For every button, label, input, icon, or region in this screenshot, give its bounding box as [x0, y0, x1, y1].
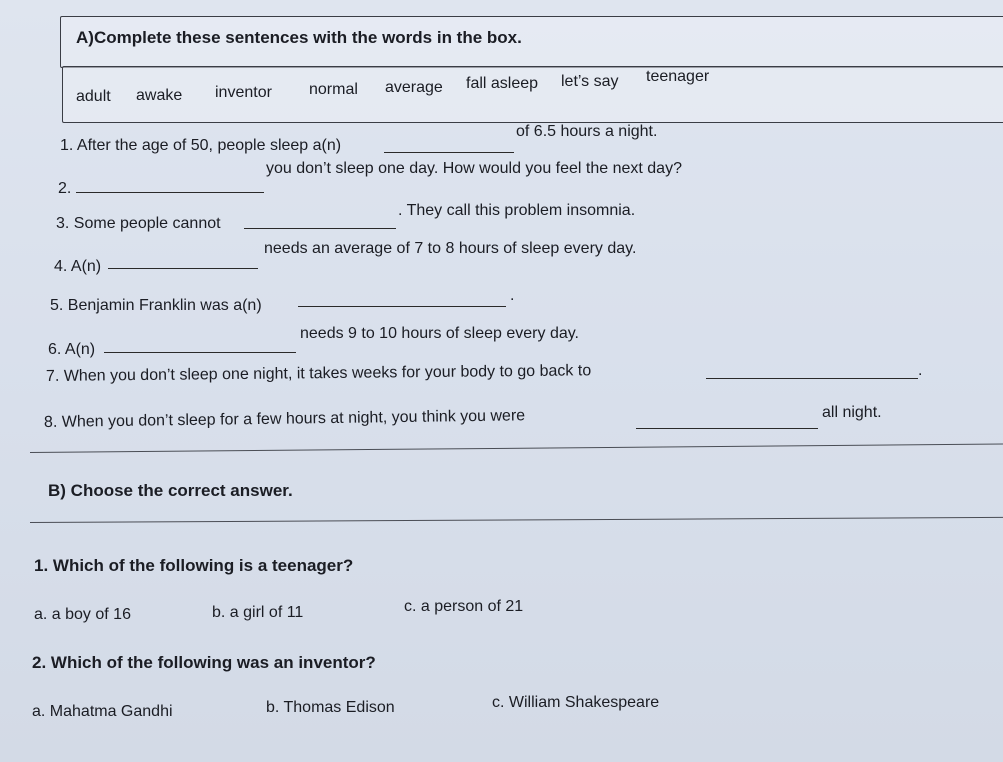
- word-adult: adult: [76, 88, 111, 105]
- word-lets-say: let’s say: [561, 73, 619, 90]
- q1-option-b: b. a girl of 11: [212, 604, 304, 621]
- sentence-2-blank: [76, 192, 264, 193]
- sentence-6-blank: [104, 352, 296, 353]
- word-average: average: [385, 79, 443, 96]
- word-teenager: teenager: [646, 68, 710, 85]
- sentence-1-start: 1. After the age of 50, people sleep a(n): [60, 137, 342, 154]
- sentence-5-end: .: [510, 287, 515, 304]
- q1-option-a: a. a boy of 16: [34, 606, 131, 623]
- sentence-7-blank: [706, 378, 918, 379]
- sentence-1-end: of 6.5 hours a night.: [516, 123, 658, 140]
- q2-option-a: a. Mahatma Gandhi: [32, 703, 173, 720]
- sentence-6-end: needs 9 to 10 hours of sleep every day.: [300, 325, 579, 342]
- word-normal: normal: [309, 81, 358, 98]
- section-b-bottom-rule: [30, 517, 1003, 523]
- sentence-5-start: 5. Benjamin Franklin was a(n): [50, 297, 262, 314]
- sentence-2-end: you don’t sleep one day. How would you feel the next day?: [266, 160, 682, 177]
- sentence-4-end: needs an average of 7 to 8 hours of sleep every day.: [264, 240, 637, 257]
- q2-option-b: b. Thomas Edison: [266, 699, 395, 716]
- word-awake: awake: [136, 87, 183, 104]
- question-1: 1. Which of the following is a teenager?: [34, 556, 354, 575]
- section-a-title: A)Complete these sentences with the words in the box.: [76, 28, 522, 47]
- section-b-top-rule: [30, 444, 1003, 453]
- word-fall-asleep: fall asleep: [466, 75, 539, 92]
- sentence-3-start: 3. Some people cannot: [56, 215, 221, 232]
- sentence-8-start: 8. When you don’t sleep for a few hours at night, you think you were: [43, 407, 526, 431]
- sentence-5-blank: [298, 306, 506, 307]
- sentence-8-end: all night.: [822, 404, 882, 421]
- sentence-4-start: 4. A(n): [54, 258, 102, 275]
- sentence-4-blank: [108, 268, 258, 269]
- sentence-8-blank: [636, 428, 818, 429]
- question-2: 2. Which of the following was an inventor?: [32, 653, 376, 672]
- word-inventor: inventor: [215, 84, 272, 101]
- sentence-6-start: 6. A(n): [48, 341, 96, 358]
- q2-option-c: c. William Shakespeare: [492, 694, 660, 711]
- sentence-2-start: 2.: [58, 180, 72, 197]
- q1-option-c: c. a person of 21: [404, 598, 524, 615]
- sentence-7-start: 7. When you don’t sleep one night, it takes weeks for your body to go back to: [45, 362, 592, 385]
- section-b-title: B) Choose the correct answer.: [48, 481, 293, 500]
- sentence-3-end: . They call this problem insomnia.: [398, 202, 636, 219]
- sentence-1-blank: [384, 152, 514, 153]
- sentence-7-end: .: [918, 362, 923, 379]
- sentence-3-blank: [244, 228, 396, 229]
